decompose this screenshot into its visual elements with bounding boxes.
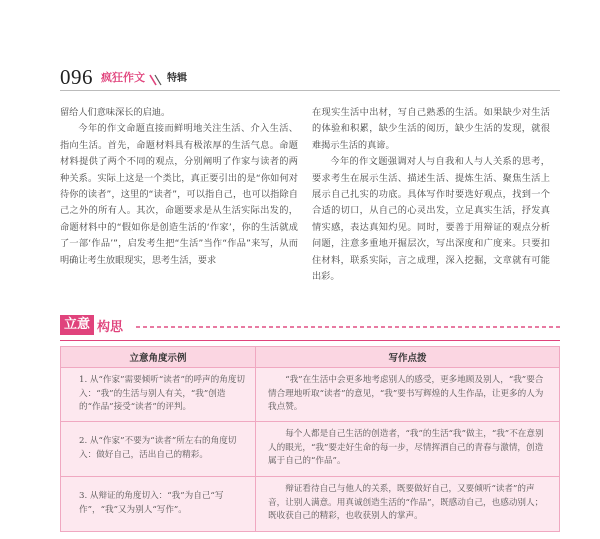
paragraph: 今年的作文题强调对人与自我和人与人关系的思考，要求考生在展示生活、描述生活、提炼生活、聚焦生活上展示自己扎实的功底。具体写作时要选好观点，找到一个合适的切口，从自己的心灵出发，立足真实生活，抒发真情实感，表达真知灼见。同时，要善于用辩证的观点分析问题，注意多重地开掘层次，写出深度和广度来。只要扣住材料，联系实际，言之成理，深入挖掘，文章就有可能出彩。 — [312, 156, 550, 283]
table-cell-angle — [61, 368, 256, 422]
paragraph: 今年的作文命题直接而鲜明地关注生活、介入生活、指向生活。首先，命题材料具有极浓厚的生活气息。命题材料提供了两个不同的观点，分别阐明了作家与读者的两种关系。实际上这是一个类比，真正要引出的是“你如何对待你的读者”，这里的“读者”，可以指自己，也可以指除自己之外的所有人。其次，命题要求是从生活实际出发的，命题材料中的“假如你是创造生活的‘作家’，你的生活就成了一部‘作品’”，启发考生把“生活”当作“作品”来写，从而明确让考生放眼现实，思考生活，要求 — [60, 123, 298, 266]
series-name: 疯狂作文 — [101, 71, 145, 84]
section-title-highlight: 立意 — [60, 315, 94, 335]
page-number: 096 — [60, 65, 93, 89]
table-cell-angle — [61, 476, 256, 531]
topic-label: 特辑 — [167, 73, 187, 84]
angle-text: 3. 从辩证的角度切入：“我”为自己“写作”，“我”又为别人“写作”。 — [79, 491, 224, 515]
header-divider — [60, 90, 560, 91]
left-column — [60, 105, 298, 269]
paragraph: 在现实生活中出材，写自己熟悉的生活。如果缺少对生活的体验和积累，缺少生活的阅历，缺少生活的发现，就很难揭示生活的真谛。 — [312, 107, 550, 151]
tip-text: 每个人都是自己生活的创造者，“我”的生活“我”做主，“我”不在意别人的眼光，“我”要走好生命的每一步，尽情挥洒自己的青春与激情，创造属于自己的“作品”。 — [268, 429, 544, 467]
table-header-tip: 写作点拨 — [256, 347, 560, 368]
table-row — [61, 476, 560, 531]
angle-text: 1. 从“作家”需要倾听“读者”的呼声的角度切入：“我”的生活与别人有关，“我”创造的“作品”接受“读者”的评判。 — [79, 375, 246, 412]
section-title — [60, 315, 123, 335]
table-cell-tip — [256, 368, 560, 422]
slash-mark-icon — [147, 72, 165, 88]
tip-text: 辩证看待自己与他人的关系，既要做好自己，又要倾听“读者”的声音，让别人满意。用真诚创造生活的“作品”，既感动自己，也感动别人；既收获自己的精彩，也收获别人的掌声。 — [268, 484, 544, 522]
tip-text: “我”在生活中会更多地考虑别人的感受，更多地顾及别人，“我”要合情合理地听取“读者”的意见，“我”要书写辉煌的人生作品，让更多的人为我点赞。 — [268, 375, 544, 412]
table-row — [61, 368, 560, 422]
table-cell-tip — [256, 421, 560, 476]
ideas-table — [60, 346, 560, 532]
table-cell-tip — [256, 476, 560, 531]
table-header-angle: 立意角度示例 — [61, 347, 256, 368]
table-cell-angle — [61, 421, 256, 476]
section-dash-line — [136, 326, 560, 328]
page-header — [60, 62, 560, 88]
section-divider — [60, 340, 560, 341]
right-column — [312, 105, 550, 285]
angle-text: 2. 从“作家”不要为“读者”所左右的角度切入：做好自己，活出自己的精彩。 — [79, 436, 237, 460]
table-row — [61, 421, 560, 476]
paragraph: 留给人们意味深长的启迪。 — [60, 107, 171, 118]
section-title-rest: 构思 — [97, 319, 124, 335]
table-header-row — [61, 347, 560, 368]
